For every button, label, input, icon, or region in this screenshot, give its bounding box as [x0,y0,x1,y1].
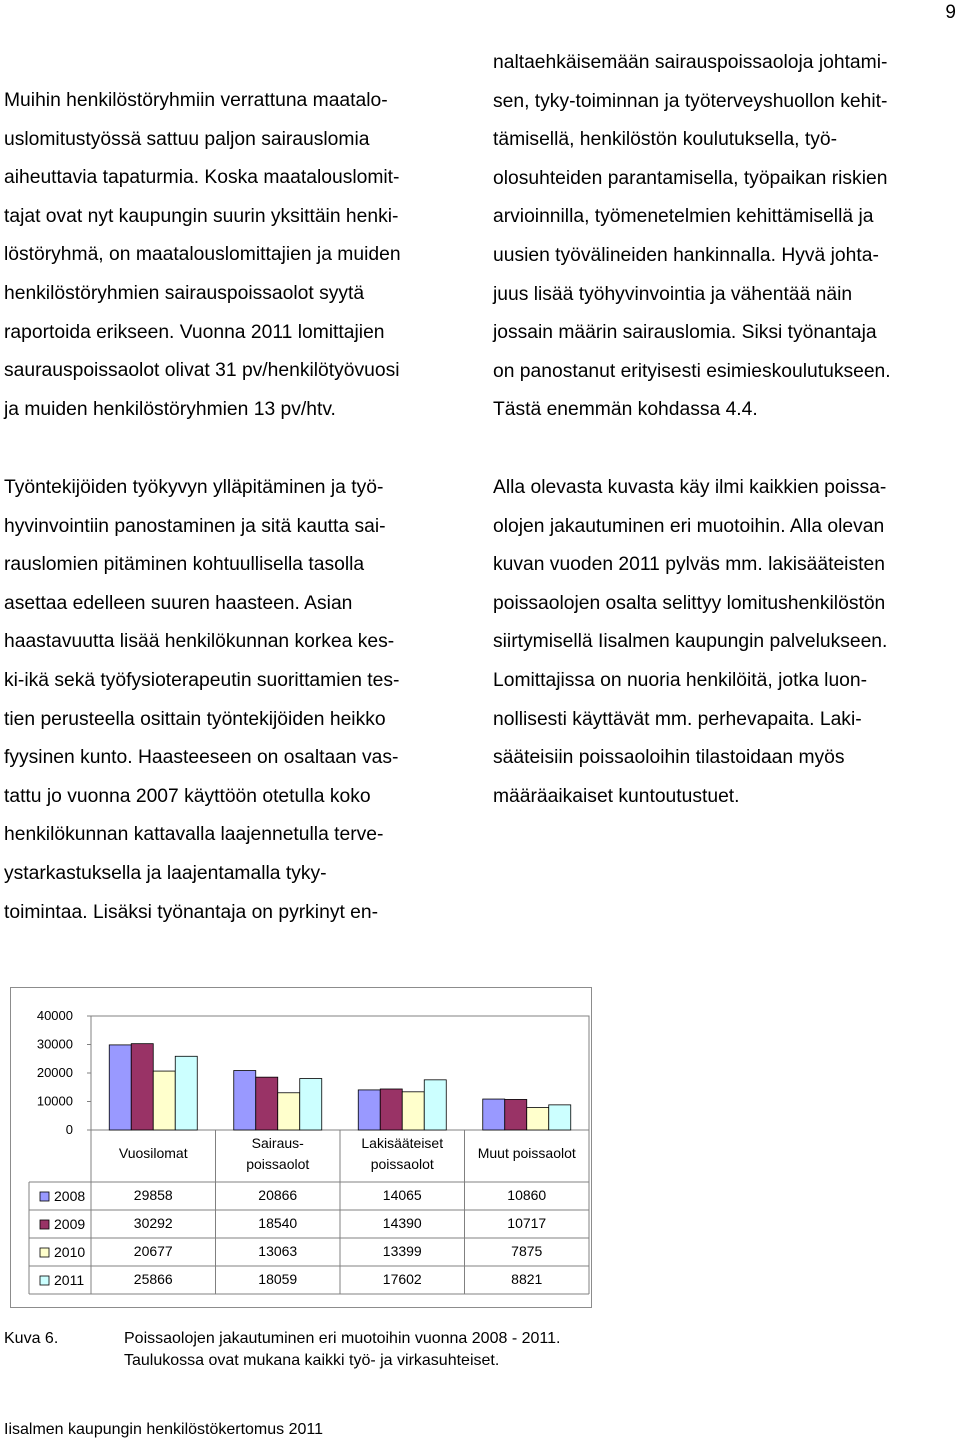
text-column-right-bottom [493,469,959,816]
data-label: 13399 [382,1243,422,1259]
caption-line: Poissaolojen jakautuminen eri muotoihin vuonna 2008 - 2011. [124,1330,561,1347]
bar [424,1080,446,1130]
data-label: 10717 [507,1215,547,1231]
paragraph-line: henkilöstöryhmien sairauspoissaolot syytä [4,282,365,304]
paragraph-line: siirtymisellä Iisalmen kaupungin palvelukseen. [493,631,888,653]
data-label: 30292 [133,1215,173,1231]
paragraph-line: rauslomien pitäminen kohtuullisella tasolla [4,554,365,576]
y-tick-label: 0 [65,1122,73,1137]
bar-chart [11,988,591,1307]
y-tick-label: 20000 [36,1065,73,1080]
legend-label: 2010 [54,1244,86,1260]
paragraph-line: nollisesti käyttävät mm. perhevapaita. Laki- [493,708,862,730]
paragraph-line: tien perusteella osittain työntekijöiden heikko [4,708,386,730]
paragraph-line: määräaikaiset kuntoutustuet. [493,785,740,807]
bar [300,1079,322,1130]
data-label: 18540 [258,1215,298,1231]
paragraph-line: toimintaa. Lisäksi työnantaja on pyrkinyt en- [4,901,379,923]
paragraph-line: olojen jakautuminen eri muotoihin. Alla olevan [493,515,885,537]
bar [131,1044,153,1130]
bar [402,1092,424,1130]
paragraph-line: Tästä enemmän kohdassa 4.4. [493,399,758,421]
legend-swatch [40,1276,49,1285]
paragraph-line: ja muiden henkilöstöryhmien 13 pv/htv. [4,398,336,420]
paragraph-line: fyysinen kunto. Haasteeseen on osaltaan vas- [4,747,399,769]
page-footer: Iisalmen kaupungin henkilöstökertomus 2011 [4,1421,324,1438]
caption-line: Taulukossa ovat mukana kaikki työ- ja virkasuhteiset. [124,1352,500,1369]
paragraph-line: tämisellä, henkilöstön koulutuksella, työ- [493,129,838,151]
page-number: 9 [945,2,956,23]
bar [483,1099,505,1130]
paragraph-line: uslomitustyössä sattuu paljon sairauslomia [4,128,370,150]
legend-swatch [40,1220,49,1229]
data-label: 14065 [382,1187,422,1203]
paragraph-line: arvioinnilla, työmenetelmien kehittämisellä ja [493,206,874,228]
paragraph-line: ystarkastuksella ja laajentamalla tyky- [4,862,327,884]
category-label: Muut poissaolot [477,1145,576,1161]
category-label: Vuosilomat [118,1145,188,1161]
bar [175,1056,197,1130]
text-column-right-top [493,44,959,430]
data-label: 13063 [258,1243,298,1259]
legend-swatch [40,1192,49,1201]
category-label: poissaolot [370,1156,434,1172]
caption-text [124,1328,684,1372]
bar [109,1045,131,1130]
caption-number: Kuva 6. [4,1330,59,1347]
paragraph-line: poissaolojen osalta selittyy lomitushenkilöstön [493,592,886,614]
paragraph-line: jossain määrin sairauslomia. Siksi työnantaja [493,322,877,344]
paragraph-line: naltaehkäisemään sairauspoissaoloja johtami- [493,52,888,73]
paragraph-line: asettaa edelleen suuren haasteen. Asian [4,592,353,614]
data-label: 17602 [382,1271,422,1287]
data-label: 25866 [133,1271,173,1287]
category-label: poissaolot [246,1156,310,1172]
bar [527,1108,549,1130]
paragraph-line: on panostanut erityisesti esimieskoulutukseen. [493,360,891,382]
paragraph-line: löstöryhmä, on maatalouslomittajien ja muiden [4,244,401,266]
paragraph-line: uusien työvälineiden hankinnalla. Hyvä johta- [493,244,879,266]
data-label: 10860 [507,1187,547,1203]
legend-label: 2008 [54,1188,86,1204]
paragraph-line: sääteisiin poissaoloihin tilastoidaan myös [493,747,845,769]
data-label: 7875 [511,1243,543,1259]
bar [153,1071,175,1130]
paragraph-line: Lomittajissa on nuoria henkilöitä, jotka luon- [493,669,868,691]
bar [505,1099,527,1130]
paragraph-line: olosuhteiden parantamisella, työpaikan riskien [493,167,888,189]
paragraph-line: Alla olevasta kuvasta käy ilmi kaikkien poissa- [493,477,887,498]
paragraph-line: sen, tyky-toiminnan ja työterveyshuollon kehit- [493,90,888,112]
legend-label: 2011 [54,1272,85,1288]
paragraph-line: raportoida erikseen. Vuonna 2011 lomittajien [4,321,385,343]
data-label: 18059 [258,1271,298,1287]
legend-label: 2009 [54,1216,86,1232]
bar [278,1093,300,1130]
bar [256,1077,278,1130]
y-tick-label: 10000 [36,1093,73,1109]
category-label: Lakisääteiset [361,1135,444,1151]
paragraph-line: hyvinvointiin panostaminen ja sitä kautta sai- [4,515,386,537]
paragraph-line: juus lisää työhyvinvointia ja vähentää näin [493,283,853,305]
data-label: 20866 [258,1187,298,1203]
paragraph-line: haastavuutta lisää henkilökunnan korkea kes- [4,631,395,653]
text-column-left-bottom [4,469,470,932]
chart-figure [10,987,592,1308]
bar [234,1071,256,1130]
data-label: 8821 [511,1271,543,1287]
paragraph-line: Työntekijöiden työkyvyn ylläpitäminen ja työ- [4,477,384,498]
bar [549,1105,571,1130]
paragraph-line: tattu jo vuonna 2007 käyttöön otetulla koko [4,785,371,807]
y-tick-label: 40000 [36,1008,73,1023]
text-column-left-top [4,82,470,429]
paragraph-line: Muihin henkilöstöryhmiin verrattuna maatalo- [4,90,388,111]
category-label: Sairaus- [251,1135,304,1151]
data-label: 14390 [382,1215,422,1231]
bar [358,1090,380,1130]
paragraph-line: saurauspoissaolot olivat 31 pv/henkilötyövuosi [4,360,400,382]
paragraph-line: aiheuttavia tapaturmia. Koska maatalouslomit- [4,167,400,189]
data-label: 29858 [133,1187,173,1203]
paragraph-line: henkilökunnan kattavalla laajennetulla terve- [4,824,384,846]
paragraph-line: tajat ovat nyt kaupungin suurin yksittäin henki- [4,205,399,227]
data-label: 20677 [133,1243,173,1259]
y-tick-label: 30000 [36,1036,73,1052]
paragraph-line: kuvan vuoden 2011 pylväs mm. lakisääteisten [493,554,885,576]
paragraph-line: ki-ikä sekä työfysioterapeutin suorittamien tes- [4,669,400,691]
legend-swatch [40,1248,49,1257]
bar [380,1089,402,1130]
